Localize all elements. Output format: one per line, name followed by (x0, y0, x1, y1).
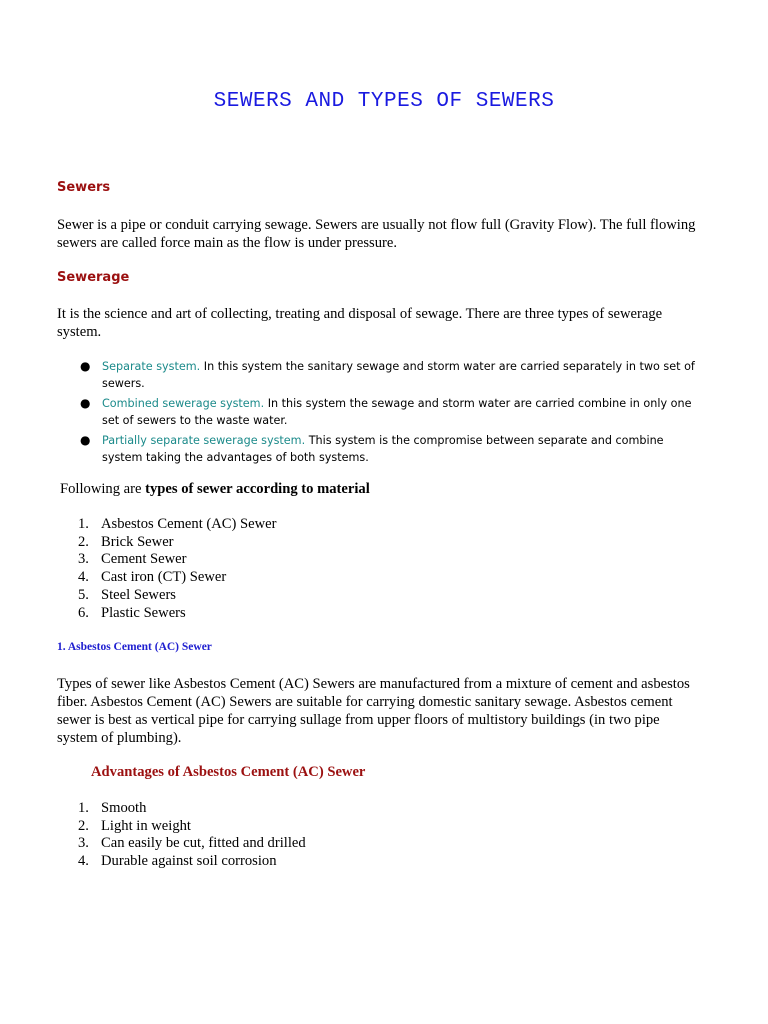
list-item (78, 605, 277, 623)
sewerage-types-list (80, 358, 700, 469)
item-number: 2. (78, 817, 89, 834)
item-number: 4. (78, 569, 89, 586)
list-item (78, 835, 306, 853)
list-item (78, 569, 277, 587)
item-label: Brick Sewer (101, 533, 174, 550)
bullet-term: Separate system. (102, 360, 201, 373)
item-number: 4. (78, 853, 89, 870)
list-item (78, 587, 277, 605)
materials-list (78, 516, 277, 622)
bullet-icon: ● (80, 359, 91, 373)
item-label: Cement Sewer (101, 551, 187, 568)
sewerage-paragraph: It is the science and art of collecting, treating and disposal of sewage. There are three types of sewerage system. (57, 306, 663, 340)
advantages-list (78, 800, 306, 871)
sewers-paragraph: Sewer is a pipe or conduit carrying sewage. Sewers are usually not flow full (Gravity Flow). The full flowing sewers are called force main as the flow is under pressure. (57, 217, 696, 251)
item-label: Can easily be cut, fitted and drilled (101, 835, 306, 852)
ac-sewer-heading: 1. Asbestos Cement (AC) Sewer (57, 641, 212, 653)
item-label: Durable against soil corrosion (101, 853, 277, 870)
bullet-desc: In this system the sewage and storm water are carried combine in only one set of sewers to the waste water. (102, 397, 692, 427)
intro-plain-text: Following are (60, 481, 146, 497)
list-item (78, 516, 277, 534)
list-item (80, 432, 700, 466)
item-label: Smooth (101, 800, 147, 816)
list-item (80, 395, 700, 429)
item-number: 2. (78, 533, 89, 550)
bullet-term: Combined sewerage system. (102, 397, 265, 410)
intro-bold-text: types of sewer according to material (145, 481, 370, 497)
bullet-desc: In this system the sanitary sewage and storm water are carried separately in two set of sewers. (102, 360, 695, 390)
sewerage-heading: Sewerage (57, 270, 130, 285)
bullet-icon: ● (80, 396, 91, 410)
materials-intro (60, 481, 370, 498)
ac-sewer-paragraph: Types of sewer like Asbestos Cement (AC) Sewers are manufactured from a mixture of cement and asbestos fiber. Asbestos Cement (AC) Sewers are suitable for carrying domestic sanitary sewage. Asbestos cement sewer is best as vertical pipe for carrying sullage from upper floors of multistory buildings (in two pipe system of plumbing). (57, 676, 690, 746)
list-item (78, 853, 306, 871)
item-number: 1. (78, 516, 89, 532)
advantages-heading: Advantages of Asbestos Cement (AC) Sewer (91, 764, 366, 780)
sewers-heading: Sewers (57, 180, 111, 195)
bullet-desc: This system is the compromise between separate and combine system taking the advantages of both systems. (102, 434, 664, 464)
list-item (80, 358, 700, 392)
item-number: 1. (78, 800, 89, 816)
item-label: Light in weight (101, 817, 191, 834)
item-number: 3. (78, 835, 89, 852)
item-number: 6. (78, 604, 89, 621)
item-label: Cast iron (CT) Sewer (101, 569, 227, 586)
bullet-term: Partially separate sewerage system. (102, 434, 306, 447)
list-item (78, 818, 306, 836)
list-item (78, 534, 277, 552)
list-item (78, 551, 277, 569)
item-label: Plastic Sewers (101, 604, 186, 621)
bullet-icon: ● (80, 433, 91, 447)
item-number: 3. (78, 551, 89, 568)
item-label: Asbestos Cement (AC) Sewer (101, 516, 277, 532)
page-title: SEWERS AND TYPES OF SEWERS (213, 90, 555, 113)
item-label: Steel Sewers (101, 586, 176, 603)
list-item (78, 800, 306, 818)
item-number: 5. (78, 586, 89, 603)
